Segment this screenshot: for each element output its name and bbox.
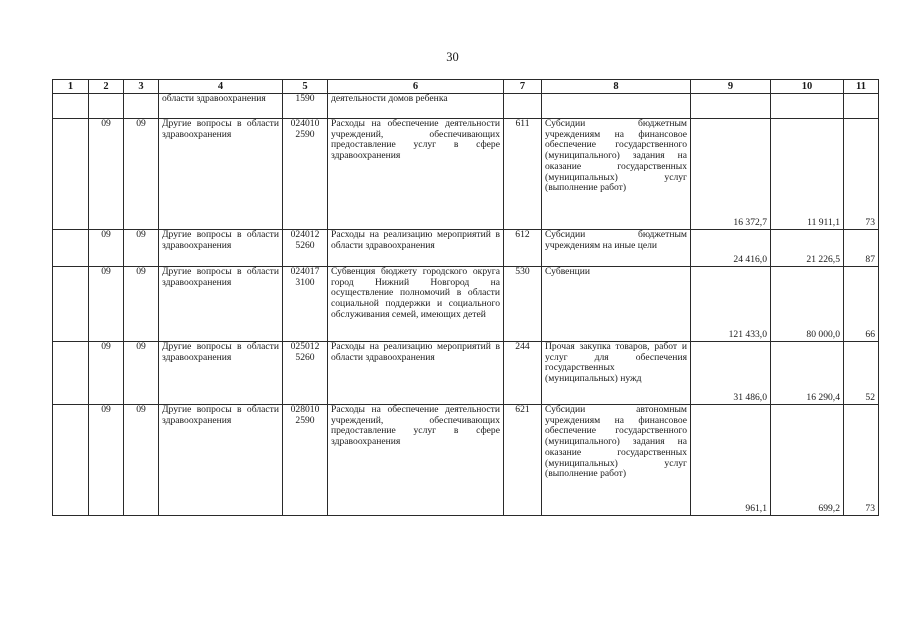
cell-subsection: 09 [124,342,159,405]
cell-target-name: Расходы на реализацию мероприятий в области здравоохранения [328,230,504,267]
cell-expense-type-code: 611 [504,119,542,230]
col-header-3: 3 [124,80,159,94]
cell-expense-type-name [542,94,691,119]
cell-plan-amount: 24 416,0 [691,230,771,267]
cell-actual-amount [771,94,844,119]
cell-subsection-name: области здравоохранения [159,94,283,119]
cell-subsection: 09 [124,405,159,516]
cell-target-name: Субвенция бюджету городского округа город Нижний Новгород на осуществление полномочий в области социальной поддержки и социального обслуживания семей, имеющих детей [328,267,504,342]
cell-plan-amount: 16 372,7 [691,119,771,230]
cell-section [53,405,89,516]
col-header-5: 5 [283,80,328,94]
cell-expense-type-code: 244 [504,342,542,405]
table-row [53,267,879,342]
cell-target-code: 1590 [283,94,328,119]
cell-expense-type-name: Субвенции [542,267,691,342]
cell-percent: 87 [844,230,879,267]
table-row [53,342,879,405]
cell-actual-amount: 16 290,4 [771,342,844,405]
col-header-1: 1 [53,80,89,94]
cell-target-name: Расходы на обеспечение деятельности учреждений, обеспечивающих предоставление услуг в сфере здравоохранения [328,405,504,516]
cell-actual-amount: 11 911,1 [771,119,844,230]
cell-target-code: 024010 2590 [283,119,328,230]
cell-plan-amount [691,94,771,119]
page-number: 30 [446,50,459,64]
cell-chapter: 09 [89,342,124,405]
cell-subsection-name: Другие вопросы в области здравоохранения [159,342,283,405]
cell-target-code: 024012 5260 [283,230,328,267]
cell-plan-amount: 121 433,0 [691,267,771,342]
cell-plan-amount: 961,1 [691,405,771,516]
table-row [53,230,879,267]
table-row [53,405,879,516]
col-header-2: 2 [89,80,124,94]
cell-target-code: 028010 2590 [283,405,328,516]
cell-expense-type-name: Субсидии бюджетным учреждениям на финансовое обеспечение государственного (муниципального) задания на оказание государственных (муниципальных) услуг (выполнение работ) [542,119,691,230]
cell-percent: 66 [844,267,879,342]
header-row [53,80,879,94]
cell-expense-type-code: 530 [504,267,542,342]
cell-expense-type-name: Прочая закупка товаров, работ и услуг для обеспечения государственных (муниципальных) нужд [542,342,691,405]
cell-target-name: деятельности домов ребенка [328,94,504,119]
cell-subsection: 09 [124,230,159,267]
cell-subsection [124,94,159,119]
cell-expense-type-name: Субсидии автономным учреждениям на финансовое обеспечение государственного (муниципального) задания на оказание государственных (муниципальных) услуг (выполнение работ) [542,405,691,516]
col-header-6: 6 [328,80,504,94]
cell-chapter: 09 [89,119,124,230]
cell-section [53,94,89,119]
cell-actual-amount: 80 000,0 [771,267,844,342]
cell-subsection-name: Другие вопросы в области здравоохранения [159,119,283,230]
col-header-9: 9 [691,80,771,94]
cell-percent: 73 [844,405,879,516]
cell-subsection-name: Другие вопросы в области здравоохранения [159,267,283,342]
cell-subsection: 09 [124,119,159,230]
cell-chapter [89,94,124,119]
cell-plan-amount: 31 486,0 [691,342,771,405]
table-row [53,119,879,230]
cell-percent: 52 [844,342,879,405]
cell-section [53,342,89,405]
cell-section [53,119,89,230]
cell-subsection-name: Другие вопросы в области здравоохранения [159,405,283,516]
cell-target-code: 024017 3100 [283,267,328,342]
cell-expense-type-code: 612 [504,230,542,267]
cell-target-name: Расходы на реализацию мероприятий в области здравоохранения [328,342,504,405]
cell-actual-amount: 21 226,5 [771,230,844,267]
cell-section [53,267,89,342]
col-header-4: 4 [159,80,283,94]
cell-actual-amount: 699,2 [771,405,844,516]
cell-chapter: 09 [89,405,124,516]
cell-percent: 73 [844,119,879,230]
col-header-8: 8 [542,80,691,94]
cell-subsection: 09 [124,267,159,342]
cell-chapter: 09 [89,230,124,267]
cell-target-name: Расходы на обеспечение деятельности учреждений, обеспечивающих предоставление услуг в сфере здравоохранения [328,119,504,230]
cell-chapter: 09 [89,267,124,342]
cell-expense-type-code [504,94,542,119]
cell-percent [844,94,879,119]
cell-expense-type-code: 621 [504,405,542,516]
cell-subsection-name: Другие вопросы в области здравоохранения [159,230,283,267]
col-header-7: 7 [504,80,542,94]
table-row [53,94,879,119]
cell-target-code: 025012 5260 [283,342,328,405]
budget-table [52,79,879,516]
cell-section [53,230,89,267]
col-header-11: 11 [844,80,879,94]
col-header-10: 10 [771,80,844,94]
cell-expense-type-name: Субсидии бюджетным учреждениям на иные цели [542,230,691,267]
